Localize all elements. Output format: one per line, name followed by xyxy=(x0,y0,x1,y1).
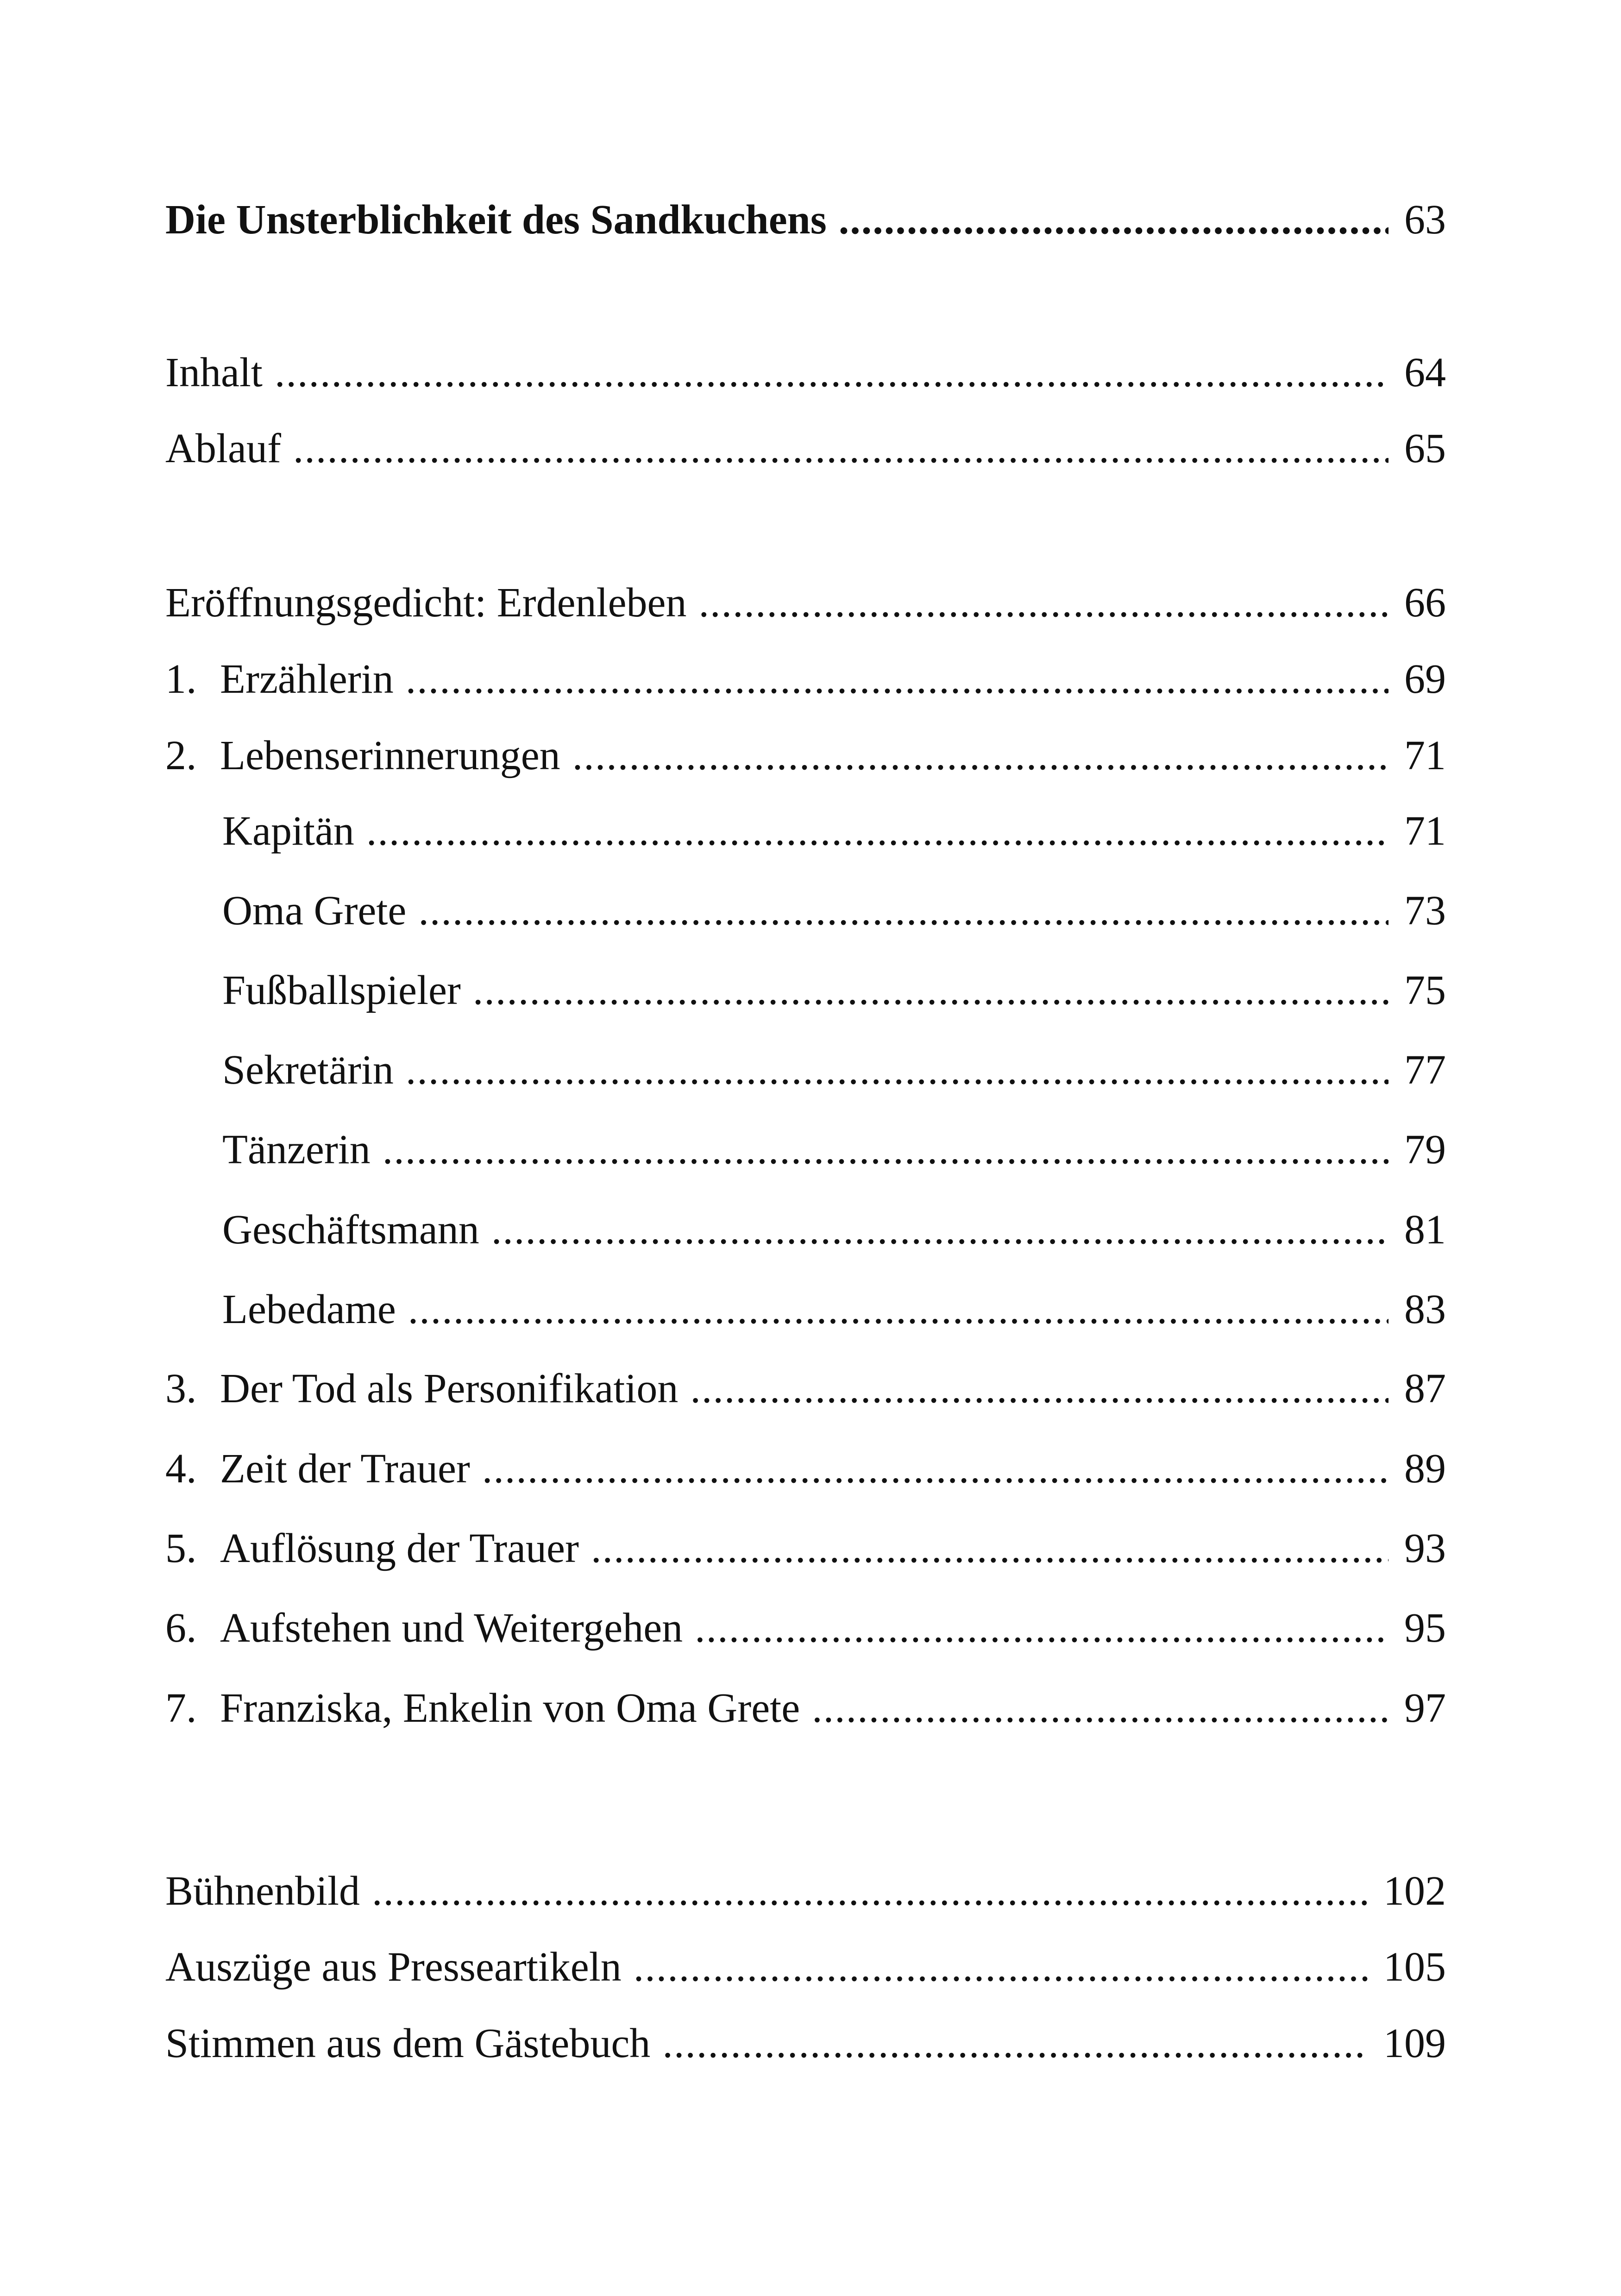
toc-entry-inhalt xyxy=(165,345,1446,401)
toc-entry-presseartikel xyxy=(165,1939,1446,1995)
toc-entry-der-tod xyxy=(165,1361,1446,1417)
toc-entry-ablauf xyxy=(165,421,1446,477)
dot-leader xyxy=(383,1122,1389,1178)
toc-entry-title xyxy=(165,192,1446,248)
toc-entry-number: 2. xyxy=(165,733,197,778)
dot-leader xyxy=(473,963,1389,1018)
toc-entry-eroeffnungsgedicht xyxy=(165,575,1446,631)
toc-page-number: 65 xyxy=(1404,426,1446,471)
toc-entry-gaestebuch xyxy=(165,2016,1446,2071)
toc-page-number: 102 xyxy=(1383,1868,1446,1914)
dot-leader xyxy=(662,2016,1368,2071)
toc-subentry-sekretaerin xyxy=(222,1042,1446,1098)
toc-page-number: 81 xyxy=(1404,1207,1446,1253)
dot-leader xyxy=(695,1600,1389,1656)
toc-page-number: 73 xyxy=(1404,888,1446,934)
toc-entry-number: 1. xyxy=(165,656,197,702)
dot-leader xyxy=(698,575,1389,631)
toc-entry-erzaehlerin xyxy=(165,652,1446,707)
toc-entry-label: Tänzerin xyxy=(222,1127,371,1173)
toc-page-number: 63 xyxy=(1404,197,1446,243)
dot-leader xyxy=(634,1939,1368,1995)
toc-subentry-lebedame xyxy=(222,1282,1446,1337)
dot-leader xyxy=(406,652,1389,707)
toc-entry-aufloesung xyxy=(165,1521,1446,1576)
toc-page-number: 71 xyxy=(1404,733,1446,778)
dot-leader xyxy=(408,1282,1389,1337)
toc-page-number: 64 xyxy=(1404,350,1446,395)
toc-page-number: 97 xyxy=(1404,1685,1446,1731)
table-of-contents xyxy=(165,0,1446,2296)
toc-entry-label: Erzählerin xyxy=(220,656,394,702)
toc-entry-buehnenbild xyxy=(165,1863,1446,1919)
dot-leader xyxy=(366,803,1389,859)
dot-leader xyxy=(275,345,1389,401)
toc-entry-label: Kapitän xyxy=(222,808,354,854)
toc-subentry-geschaeftsmann xyxy=(222,1202,1446,1258)
toc-entry-label: Ablauf xyxy=(165,426,281,471)
toc-page-number: 66 xyxy=(1404,580,1446,626)
toc-page-number: 105 xyxy=(1383,1944,1446,1990)
toc-subentry-taenzerin xyxy=(222,1122,1446,1178)
toc-entry-label: Eröffnungsgedicht: Erdenleben xyxy=(165,580,687,626)
toc-page-number: 79 xyxy=(1404,1127,1446,1173)
dot-leader xyxy=(839,192,1389,248)
toc-entry-zeit-der-trauer xyxy=(165,1441,1446,1497)
toc-entry-label: Die Unsterblichkeit des Sandkuchens xyxy=(165,197,827,243)
toc-entry-label: Fußballspieler xyxy=(222,967,461,1013)
dot-leader xyxy=(482,1441,1389,1497)
toc-entry-label: Franziska, Enkelin von Oma Grete xyxy=(220,1685,800,1731)
toc-entry-label: Auflösung der Trauer xyxy=(220,1525,579,1571)
dot-leader xyxy=(418,883,1389,939)
toc-entry-aufstehen xyxy=(165,1600,1446,1656)
toc-page-number: 83 xyxy=(1404,1286,1446,1332)
toc-entry-lebenserinnerungen xyxy=(165,728,1446,784)
dot-leader xyxy=(293,421,1389,477)
toc-page-number: 93 xyxy=(1404,1525,1446,1571)
toc-page-number: 87 xyxy=(1404,1366,1446,1411)
dot-leader xyxy=(690,1361,1389,1417)
toc-page-number: 109 xyxy=(1383,2020,1446,2066)
dot-leader xyxy=(572,728,1389,784)
toc-page-number: 71 xyxy=(1404,808,1446,854)
toc-page-number: 75 xyxy=(1404,967,1446,1013)
toc-page-number: 77 xyxy=(1404,1047,1446,1093)
toc-entry-label: Stimmen aus dem Gästebuch xyxy=(165,2020,651,2066)
toc-subentry-fussballspieler xyxy=(222,963,1446,1018)
toc-entry-number: 7. xyxy=(165,1685,197,1731)
toc-entry-franziska xyxy=(165,1681,1446,1736)
toc-entry-label: Der Tod als Personifikation xyxy=(220,1366,679,1411)
toc-entry-label: Oma Grete xyxy=(222,888,407,934)
toc-entry-label: Lebedame xyxy=(222,1286,396,1332)
toc-entry-number: 4. xyxy=(165,1446,197,1492)
toc-entry-label: Sekretärin xyxy=(222,1047,394,1093)
toc-subentry-oma-grete xyxy=(222,883,1446,939)
dot-leader xyxy=(812,1681,1389,1736)
dot-leader xyxy=(406,1042,1389,1098)
dot-leader xyxy=(491,1202,1389,1258)
toc-entry-label: Geschäftsmann xyxy=(222,1207,479,1253)
toc-entry-label: Inhalt xyxy=(165,350,263,395)
toc-entry-label: Aufstehen und Weitergehen xyxy=(220,1605,683,1651)
toc-entry-number: 6. xyxy=(165,1605,197,1651)
toc-subentry-kapitaen xyxy=(222,803,1446,859)
toc-page-number: 89 xyxy=(1404,1446,1446,1492)
toc-entry-label: Lebenserinnerungen xyxy=(220,733,560,778)
toc-page-number: 69 xyxy=(1404,656,1446,702)
toc-entry-label: Zeit der Trauer xyxy=(220,1446,470,1492)
toc-entry-label: Auszüge aus Presseartikeln xyxy=(165,1944,622,1990)
dot-leader xyxy=(591,1521,1389,1576)
toc-page-number: 95 xyxy=(1404,1605,1446,1651)
toc-entry-label: Bühnenbild xyxy=(165,1868,360,1914)
dot-leader xyxy=(372,1863,1368,1919)
toc-entry-number: 3. xyxy=(165,1366,197,1411)
toc-entry-number: 5. xyxy=(165,1525,197,1571)
